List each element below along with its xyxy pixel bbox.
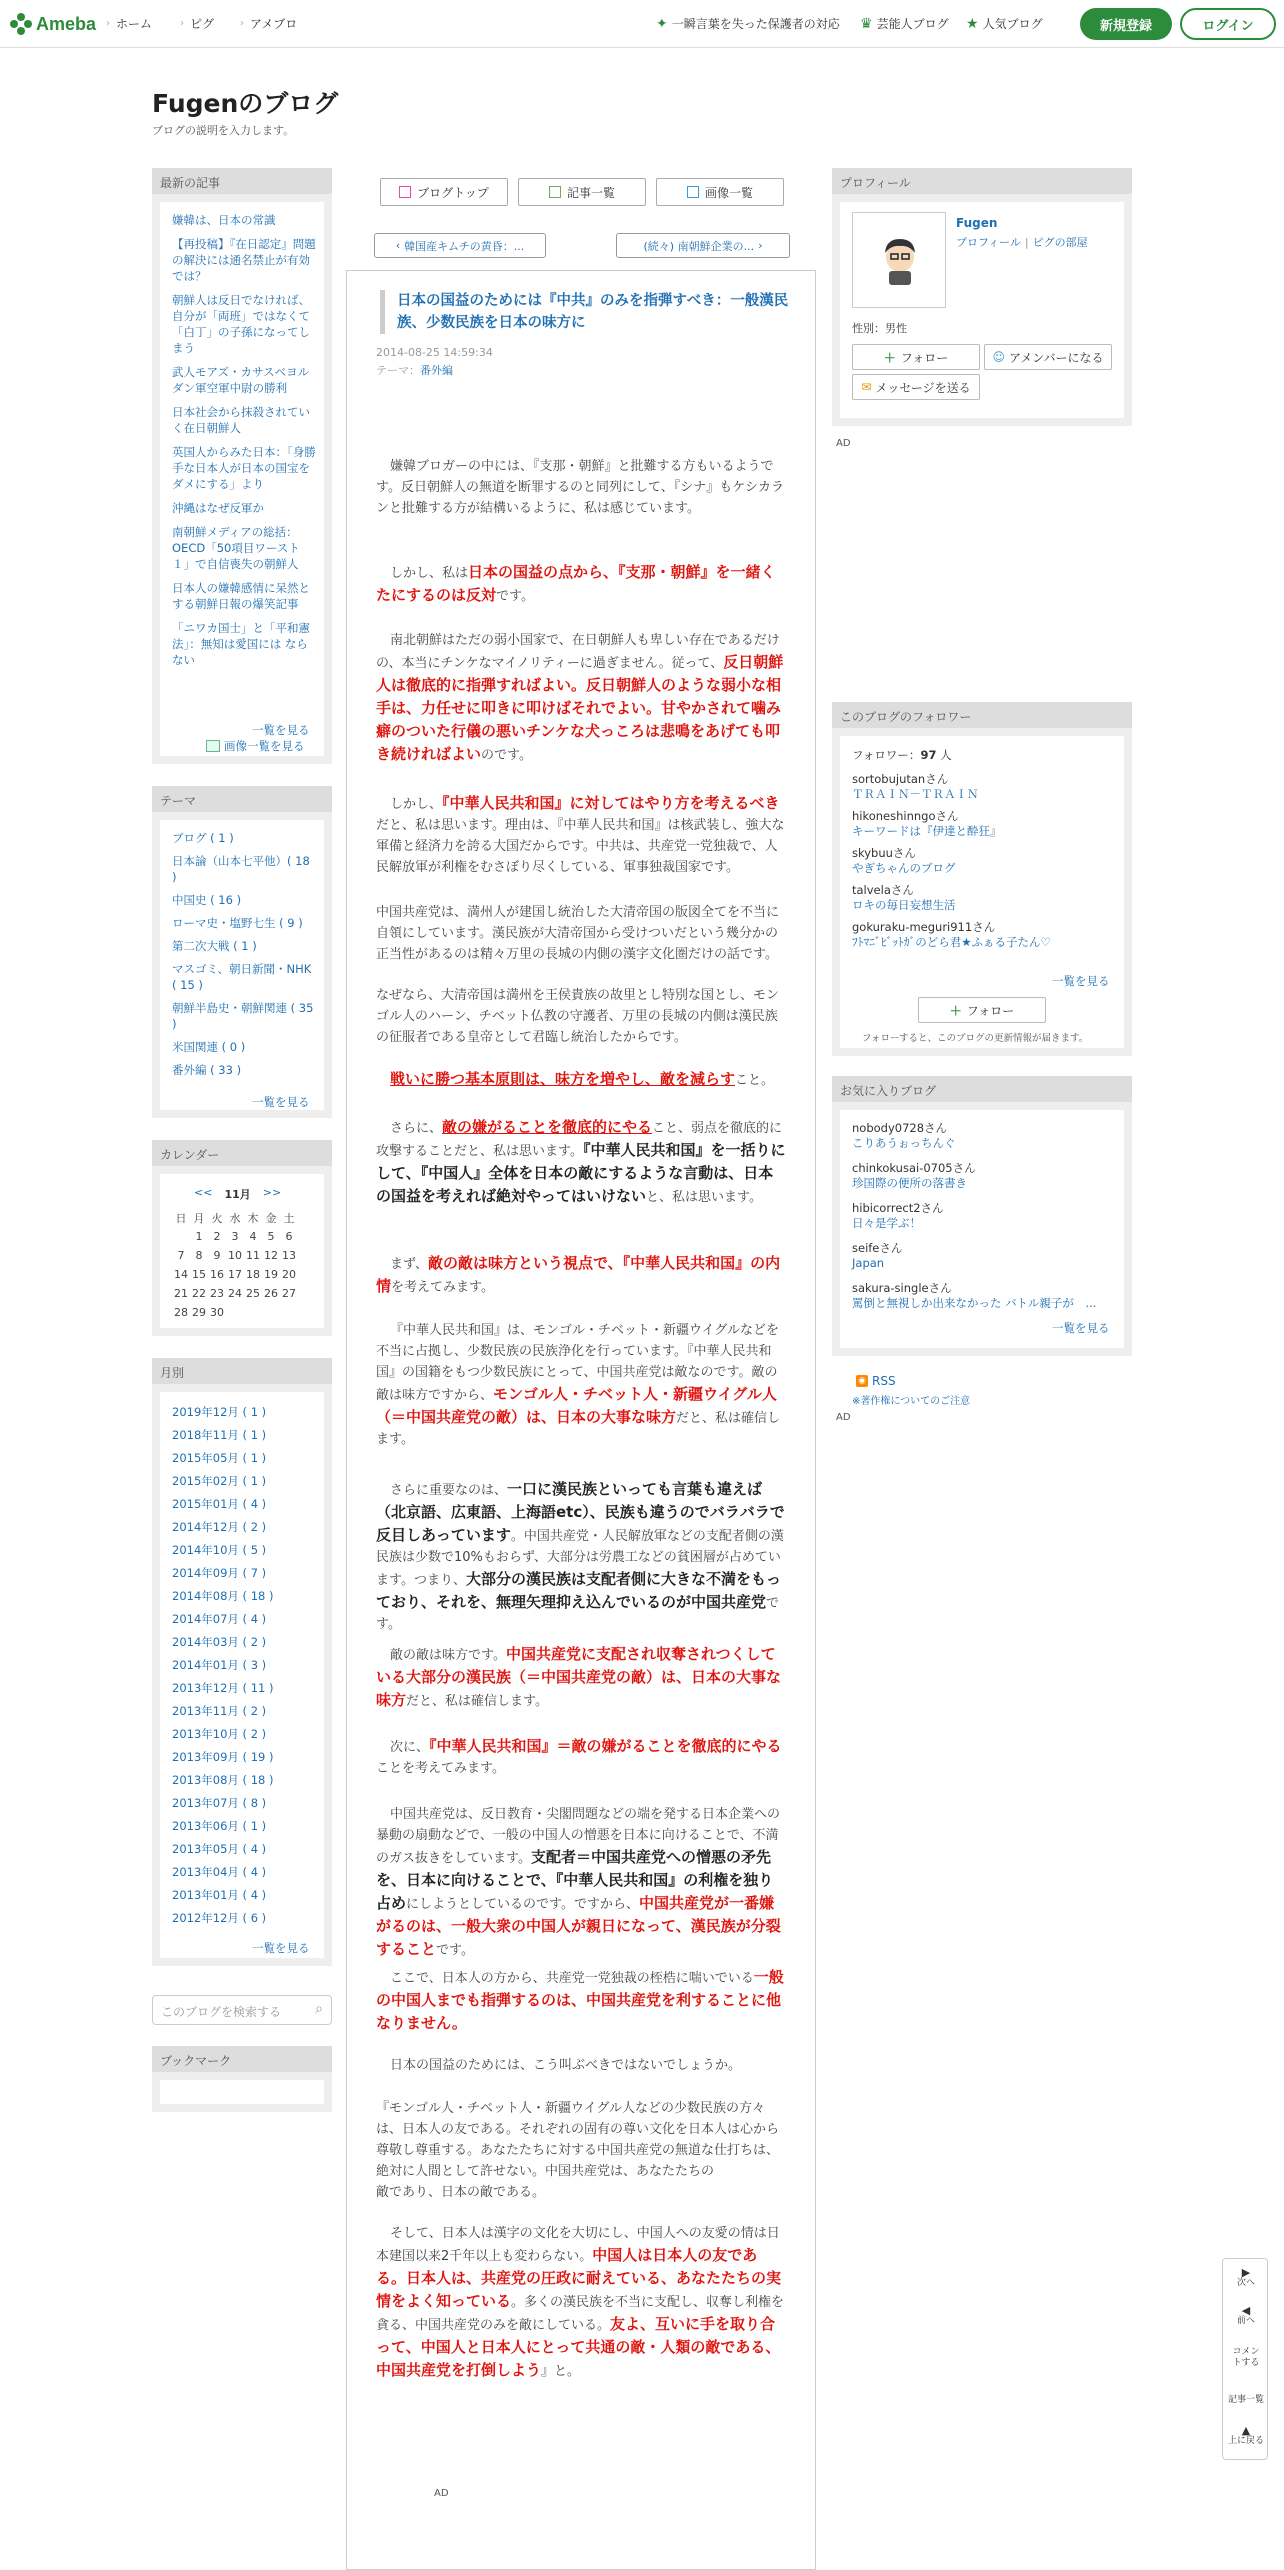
calendar-day: 26 <box>264 1287 278 1300</box>
article-paragraph: 『モンゴル人・チベット人・新疆ウイグル人などの少数民族の方々は、日本人の友である。それぞれの固有の尊い文化を日本人は心から尊敬し尊重する。あなたたちに対する中国共産党の無道な仕打ちは、絶対に人間として許せない。中国共産党は、あなたたちの 敵であり、日本の敵である。 <box>376 2101 780 2200</box>
calendar-day: 13 <box>282 1249 296 1262</box>
calendar-day: 5 <box>267 1230 275 1243</box>
theme-item[interactable]: ブログ ( 1 ) <box>172 831 234 845</box>
calendar-day: 15 <box>192 1268 206 1281</box>
ad-label: AD <box>434 2488 449 2499</box>
login-button[interactable]: ログイン <box>1180 8 1276 40</box>
follower-user: skybuuさん <box>852 846 916 860</box>
latest-item[interactable]: 武人モアズ・カサスベヨルダン軍空軍中尉の勝利 <box>172 365 310 395</box>
theme-item[interactable]: 番外編 ( 33 ) <box>172 1063 242 1077</box>
next-article-button[interactable] <box>616 233 790 258</box>
prev-article-label: 韓国産キムチの黄昏：... <box>404 239 525 253</box>
latest-item[interactable]: 南朝鮮メディアの総括：OECD「50項目ワースト１」で自信喪失の朝鮮人 <box>172 525 300 571</box>
article-paragraph: 嫌韓ブロガーの中には、『支那・朝鮮』と批難する方もいるようです。反日朝鮮人の無道を断罪するのと同列にして、『シナ』もケシカランと批難する方が結構いるように、私は感じています。 <box>376 459 784 516</box>
article-paragraph: しかし、私は日本の国益の点から、『支那・朝鮮』を一緒くたにするのは反対です。 <box>376 563 776 604</box>
article-theme-link[interactable]: 番外編 <box>420 364 453 377</box>
send-message-label: メッセージを送る <box>875 380 971 395</box>
calendar-day: 6 <box>285 1230 293 1243</box>
favorite-item <box>852 1241 1122 1271</box>
follow-button[interactable] <box>852 344 980 370</box>
article-paragraph: さらに、敵の嫌がることを徹底的にやること、弱点を徹底的に攻撃することだと、私は思います。『中華人民共和国』を一括りにして、『中国人』全体を日本の敵にするような言動は、日本の国益を考えれば絶対やってはいけないと、私は思います。 <box>376 1118 786 1205</box>
float-comment-label: コメントする <box>1232 2347 1260 2368</box>
ameba-logo[interactable] <box>10 10 96 38</box>
monthly-item[interactable]: 2012年12月 ( 6 ) <box>172 1911 267 1925</box>
follower-user: sortobujutanさん <box>852 772 949 786</box>
favorite-item <box>852 1201 1122 1231</box>
send-message-button[interactable] <box>852 374 980 400</box>
monthly-item[interactable]: 2014年12月 ( 2 ) <box>172 1520 267 1534</box>
favorite-blog-link[interactable]: 珍国際の便所の落書き <box>852 1176 967 1190</box>
nav-pigg-label: ピグ <box>190 17 215 31</box>
favorite-user: sakura-singleさん <box>852 1281 952 1295</box>
tab-article-list-label: 記事一覧 <box>566 185 615 200</box>
monthly-item[interactable]: 2013年04月 ( 4 ) <box>172 1865 267 1879</box>
follower-item <box>852 809 1122 839</box>
monthly-item[interactable]: 2014年10月 ( 5 ) <box>172 1543 267 1557</box>
chevron-right-icon: › <box>180 18 184 29</box>
float-top-label: 上に戻る <box>1227 2436 1264 2446</box>
calendar-day: 21 <box>174 1287 188 1300</box>
latest-item[interactable]: 英国人からみた日本：「身勝手な日本人が日本の国宝をダメにする」より <box>172 445 316 491</box>
trend-link[interactable] <box>656 15 840 32</box>
image-list-label: 画像一覧を見る <box>224 739 305 753</box>
calendar-grid <box>172 1208 298 1322</box>
calendar-day: 29 <box>192 1306 206 1319</box>
article-theme <box>376 362 453 378</box>
theme-item[interactable]: 米国関連 ( 0 ) <box>172 1040 246 1054</box>
follow-button-2-label: フォロー <box>966 1003 1015 1018</box>
monthly-item[interactable]: 2013年05月 ( 4 ) <box>172 1842 267 1856</box>
floating-nav <box>1222 2258 1268 2460</box>
calendar-day: 14 <box>174 1268 188 1281</box>
tab-image-list-label: 画像一覧 <box>704 185 753 200</box>
monthly-item[interactable]: 2013年11月 ( 2 ) <box>172 1704 267 1718</box>
favorite-user: seifeさん <box>852 1241 903 1255</box>
theme-item[interactable]: 第二次大戦 ( 1 ) <box>172 939 257 953</box>
monthly-item[interactable]: 2013年09月 ( 19 ) <box>172 1750 274 1764</box>
blog-description: ブログの説明を入力します。 <box>152 124 295 137</box>
celebrity-blog-label: 芸能人ブログ <box>876 17 949 31</box>
article-title[interactable]: 日本の国益のためには『中共』のみを指弾すべき：一般漢民族、少数民族を日本の味方に <box>380 290 792 334</box>
article-paragraph: 敵の敵は味方です。中国共産党に支配され収奪されつくしている大部分の漢民族（＝中国共産党の敵）は、日本の大事な味方だと、私は確信します。 <box>376 1645 782 1709</box>
crown-icon: ♛ <box>860 15 873 32</box>
favorite-user: chinkokusai-0705さん <box>852 1161 976 1175</box>
follower-user: gokuraku-meguri911さん <box>852 920 996 934</box>
weekday: 日 <box>175 1211 187 1225</box>
calendar-heading: カレンダー <box>152 1140 332 1166</box>
avatar[interactable] <box>852 212 946 308</box>
latest-item[interactable]: 【再投稿】『在日認定』問題の解決には通名禁止が有効では？ <box>172 237 316 283</box>
rss-link[interactable] <box>856 1374 896 1388</box>
image-list-link[interactable] <box>206 738 305 754</box>
follower-blog-link[interactable]: やぎちゃんのブログ <box>852 861 956 875</box>
calendar-day: 12 <box>264 1249 278 1262</box>
followers-more-link[interactable]: 一覧を見る <box>1052 974 1110 988</box>
calendar-day: 4 <box>249 1230 257 1243</box>
pig-room-link[interactable]: ピグの部屋 <box>1032 236 1088 249</box>
calendar-day: 10 <box>228 1249 242 1262</box>
latest-item[interactable]: 嫌韓は、日本の常識 <box>172 213 276 227</box>
tab-blog-top-label: ブログトップ <box>417 185 489 200</box>
article-paragraph: 南北朝鮮はただの弱小国家で、在日朝鮮人も卑しい存在であるだけの、本当にチンケなマイノリティーに過ぎません。従って、反日朝鮮人は徹底的に指弾すればよい。反日朝鮮人のような弱小な相手は、力任せに叩きに叩けばそれでよい。甘やかされて噛み癖のついた行儀の悪いチンケな犬っころは悲鳴をあげても叩き続ければよいのです。 <box>376 633 784 763</box>
ad-label: AD <box>836 1412 851 1423</box>
monthly-item[interactable]: 2013年10月 ( 2 ) <box>172 1727 267 1741</box>
calendar-day: 2 <box>213 1230 221 1243</box>
article-date: 2014-08-25 14:59:34 <box>376 346 493 359</box>
favorite-user: hibicorrect2さん <box>852 1201 944 1215</box>
top-bar <box>0 0 1284 48</box>
favorite-blog-link[interactable]: 日々是学ぶ！ <box>852 1216 921 1230</box>
calendar-day: 27 <box>282 1287 296 1300</box>
amember-button[interactable] <box>984 344 1112 370</box>
profile-link[interactable]: プロフィール <box>956 236 1021 249</box>
calendar-prev-button[interactable]: << <box>194 1186 213 1199</box>
follower-count: フォロワー：97 人 <box>852 748 952 762</box>
latest-articles-heading: 最新の記事 <box>152 168 332 194</box>
theme-list <box>172 830 316 1085</box>
monthly-item[interactable]: 2013年08月 ( 18 ) <box>172 1773 274 1787</box>
monthly-item[interactable]: 2013年06月 ( 1 ) <box>172 1819 267 1833</box>
favorites-heading: お気に入りブログ <box>832 1076 1132 1102</box>
weekday: 月 <box>193 1211 205 1225</box>
favorite-blog-link[interactable]: Japan <box>852 1256 885 1270</box>
mail-icon: ✉ <box>861 380 872 394</box>
favorite-item <box>852 1121 1122 1151</box>
nav-home-label: ホーム <box>116 17 153 31</box>
popular-blog-link[interactable] <box>966 15 1043 32</box>
calendar-day: 17 <box>228 1268 242 1281</box>
arrow-up-icon: ▲ <box>1241 2424 1251 2437</box>
ameba-logo-text: Ameba <box>36 13 97 34</box>
float-list-button[interactable] <box>1223 2395 1269 2406</box>
profile-gender: 性別：男性 <box>852 322 907 335</box>
chevron-right-icon: › <box>758 239 763 252</box>
favorite-user: nobody0728さん <box>852 1121 948 1135</box>
monthly-item[interactable]: 2014年03月 ( 2 ) <box>172 1635 267 1649</box>
calendar-day: 11 <box>246 1249 260 1262</box>
article-top-border <box>346 270 816 271</box>
monthly-item[interactable]: 2014年09月 ( 7 ) <box>172 1566 267 1580</box>
bookmark-heading: ブックマーク <box>152 2046 332 2072</box>
profile-heading: プロフィール <box>832 168 1132 194</box>
favorite-item <box>852 1281 1122 1311</box>
profile-name[interactable]: Fugen <box>956 216 998 230</box>
follower-blog-link[interactable]: ﾌﾄﾏﾆﾞﾋﾞｯﾄｶﾞのどら君★ふぁる子たん♡ <box>852 935 1051 949</box>
nav-ameblo-label: アメブロ <box>250 17 298 31</box>
float-prev-label: 前へ <box>1236 2316 1255 2326</box>
nav-ameblo[interactable] <box>240 15 297 32</box>
follower-blog-link[interactable]: キーワードは『伊達と酔狂』 <box>852 824 1002 838</box>
follower-user: talvelaさん <box>852 883 914 897</box>
rss-label: RSS <box>872 1374 896 1388</box>
tab-blog-top[interactable] <box>380 178 508 206</box>
calendar-day: 19 <box>264 1268 278 1281</box>
follow-button-label: フォロー <box>900 350 949 365</box>
weekday: 土 <box>283 1211 295 1225</box>
star-icon: ★ <box>966 15 979 32</box>
search-placeholder: このブログを検索する <box>161 2005 282 2019</box>
monthly-list <box>172 1404 316 1933</box>
sparkle-icon: ✦ <box>656 15 668 32</box>
theme-item[interactable]: 日本論（山本七平他）( 18 ) <box>172 854 310 884</box>
profile-links: プロフィール | ピグの部屋 <box>956 236 1088 249</box>
calendar-day: 7 <box>177 1249 185 1262</box>
float-next-button[interactable] <box>1223 2267 1269 2289</box>
monthly-item[interactable]: 2018年11月 ( 1 ) <box>172 1428 267 1442</box>
ameba-logo-icon <box>10 13 32 35</box>
calendar-day: 20 <box>282 1268 296 1281</box>
calendar-day: 24 <box>228 1287 242 1300</box>
calendar-day: 3 <box>231 1230 239 1243</box>
favorites-more-link[interactable]: 一覧を見る <box>1052 1321 1110 1335</box>
monthly-item[interactable]: 2014年07月 ( 4 ) <box>172 1612 267 1626</box>
float-comment-button[interactable] <box>1223 2347 1269 2369</box>
list-icon <box>549 186 561 198</box>
monthly-item[interactable]: 2015年01月 ( 4 ) <box>172 1497 267 1511</box>
blog-search-input[interactable] <box>152 1995 332 2025</box>
weekday: 火 <box>211 1211 223 1225</box>
calendar-nav <box>194 1186 281 1202</box>
follower-item <box>852 772 1122 802</box>
tab-article-list[interactable] <box>518 178 646 206</box>
article-paragraph: ここで、日本人の方から、共産党一党独裁の桎梏に喘いでいる一般の中国人までも指弾するのは、中国共産党を利することに他なりません。 <box>376 1968 784 2032</box>
home-icon <box>399 186 411 198</box>
float-list-label: 記事一覧 <box>1227 2395 1264 2405</box>
float-top-button[interactable] <box>1223 2425 1269 2447</box>
favorite-item <box>852 1161 1122 1191</box>
bookmark-box <box>152 2046 332 2112</box>
float-prev-button[interactable] <box>1223 2305 1269 2327</box>
plus-icon: ＋ <box>883 350 896 365</box>
article-paragraph: なぜなら、大清帝国は満州を王侯貴族の故里とし特別な国とし、モンゴル人のハーン、チベット仏教の守護者、万里の長城の内側は漢民族の征服者である皇帝として君臨し統治したからです。 <box>376 988 780 1045</box>
follower-user: hikoneshinngoさん <box>852 809 959 823</box>
article-paragraph: まず、敵の敵は味方という視点で、『中華人民共和国』の内情を考えてみます。 <box>376 1254 781 1295</box>
search-icon[interactable]: ⌕ <box>315 2001 323 2017</box>
followers-heading: このブログのフォロワー <box>832 702 1132 728</box>
calendar-next-button[interactable]: >> <box>262 1186 282 1199</box>
calendar-day: 23 <box>210 1287 224 1300</box>
monthly-item[interactable]: 2015年05月 ( 1 ) <box>172 1451 267 1465</box>
monthly-heading: 月別 <box>152 1358 332 1384</box>
rss-icon: ◉ <box>856 1375 868 1387</box>
people-icon: ☺ <box>992 350 1006 364</box>
calendar-day: 30 <box>210 1306 224 1319</box>
bookmark-body <box>160 2080 324 2104</box>
weekday: 水 <box>229 1211 241 1225</box>
weekday: 木 <box>247 1211 259 1225</box>
monthly-item[interactable]: 2015年02月 ( 1 ) <box>172 1474 267 1488</box>
copyright-notice-link[interactable]: ※著作権についてのご注意 <box>852 1396 971 1407</box>
amember-button-label: アメンバーになる <box>1009 350 1104 365</box>
latest-item[interactable]: 「ニワカ国士」と「平和憲法」：無知は愛国には ならない <box>172 621 310 667</box>
register-button[interactable]: 新規登録 <box>1080 8 1172 40</box>
monthly-item[interactable]: 2013年01月 ( 4 ) <box>172 1888 267 1902</box>
follower-blog-link[interactable]: ロキの毎日妄想生活 <box>852 898 956 912</box>
weekday: 金 <box>265 1211 277 1225</box>
article-paragraph: 次に、『中華人民共和国』＝敵の嫌がることを徹底的にやることを考えてみます。 <box>376 1737 782 1776</box>
next-article-label: (続々) 南朝鮮企業の... <box>643 239 755 253</box>
nav-pigg[interactable] <box>180 15 214 32</box>
follow-button-2[interactable] <box>918 997 1046 1023</box>
theme-item[interactable]: 朝鮮半島史・朝鮮関連 ( 35 ) <box>172 1001 314 1031</box>
article-paragraph: 『中華人民共和国』は、モンゴル・チベット・新疆ウイグルなどを不当に占拠し、少数民族の民族浄化を行っています。『中華人民共和国』の国籍をもつ少数民族にとって、中国共産党は敵なのです。敵の敵は味方ですから、モンゴル人・チベット人・新疆ウイグル人（＝中国共産党の敵）は、日本の大事な味方だと、私は確信します。 <box>376 1323 781 1447</box>
celebrity-blog-link[interactable] <box>860 15 949 32</box>
calendar-day: 25 <box>246 1287 260 1300</box>
float-next-label: 次へ <box>1236 2278 1255 2288</box>
article-theme-label: テーマ： <box>376 364 420 377</box>
play-left-icon: ◀ <box>1241 2304 1251 2317</box>
theme-item[interactable]: ローマ史・塩野七生 ( 9 ) <box>172 916 303 930</box>
calendar-day: 28 <box>174 1306 188 1319</box>
favorite-blog-link[interactable]: 罵倒と無視しか出来なかった バトル親子が ... <box>852 1296 1097 1310</box>
chevron-left-icon: ‹ <box>395 239 401 252</box>
theme-item[interactable]: マスゴミ、朝日新聞・NHK ( 15 ) <box>172 962 312 992</box>
article-paragraph: 日本の国益のためには、こう叫ぶべきではないでしょうか。 <box>390 2058 742 2073</box>
article-paragraph: 中国共産党は、満州人が建国し統治した大清帝国の版図全てを不当に自領にしています。漢民族が大清帝国から受けついだという幾分かの正当性があるのは精々万里の長城の内側の漢字文化圏だけの話です。 <box>376 905 780 962</box>
calendar-day: 1 <box>195 1230 203 1243</box>
monthly-item[interactable]: 2014年01月 ( 3 ) <box>172 1658 267 1672</box>
camera-icon <box>687 186 699 198</box>
image-icon <box>206 740 220 752</box>
monthly-item[interactable]: 2013年12月 ( 11 ) <box>172 1681 274 1695</box>
theme-heading: テーマ <box>152 786 332 812</box>
plus-icon: ＋ <box>949 1003 962 1018</box>
calendar-day: 9 <box>213 1249 221 1262</box>
monthly-item[interactable]: 2019年12月 ( 1 ) <box>172 1405 267 1419</box>
monthly-item[interactable]: 2014年08月 ( 18 ) <box>172 1589 274 1603</box>
latest-item[interactable]: 日本人の嫌韓感情に呆然とする朝鮮日報の爆笑記事 <box>172 581 310 611</box>
monthly-item[interactable]: 2013年07月 ( 8 ) <box>172 1796 267 1810</box>
calendar-day: 16 <box>210 1268 224 1281</box>
popular-blog-label: 人気ブログ <box>982 17 1043 31</box>
nav-home[interactable] <box>106 15 152 32</box>
prev-article-button[interactable] <box>374 233 546 258</box>
follower-item <box>852 920 1122 950</box>
latest-item[interactable]: 沖縄はなぜ反軍か <box>172 501 264 515</box>
article-paragraph: 戦いに勝つ基本原則は、味方を増やし、敵を減らすこと。 <box>390 1070 775 1088</box>
latest-item[interactable]: 朝鮮人は反日でなければ、自分が「両班」ではなくて「白丁」の子孫になってしまう <box>172 293 310 355</box>
tab-image-list[interactable] <box>656 178 784 206</box>
ad-label: AD <box>836 438 851 449</box>
latest-more-link[interactable]: 一覧を見る <box>252 723 310 737</box>
play-right-icon: ▶ <box>1241 2266 1251 2279</box>
latest-articles-links <box>172 212 316 676</box>
calendar-day: 8 <box>195 1249 203 1262</box>
article-paragraph: しかし、『中華人民共和国』に対してはやり方を考えるべきだと、私は思います。理由は、『中華人民共和国』は核武装し、強大な軍備と経済力を誇る大国だからです。中共は、共産党一党独裁で、人民解放軍が利権をむさぼり尽くしている、軍事独裁国家です。 <box>376 794 785 875</box>
follower-item <box>852 883 1122 913</box>
avatar-image <box>853 213 947 309</box>
article-paragraph: そして、日本人は漢字の文化を大切にし、中国人への友愛の情は日本建国以来2千年以上も変わらない。中国人は日本人の友である。日本人は、共産党の圧政に耐えている、あなたたちの実情をよく知っている。多くの漢民族を不当に支配し、収奪し利権を貪る、中国共産党のみを敵にしている。友よ、互いに手を取り合って、中国人と日本人にとって共通の敵・人類の敵である、中国共産党を打倒しよう』と。 <box>376 2226 785 2379</box>
article-paragraph: 中国共産党は、反日教育・尖閣問題などの端を発する日本企業への暴動の扇動などで、一般の中国人の憎悪を日本に向けることで、不満のガス抜きをしています。支配者＝中国共産党への憎悪の矛先を、日本に向けることで、『中華人民共和国』の利権を独り占めにしようとしているのです。ですから、中国共産党が一番嫌がるのは、一般大衆の中国人が親日になって、漢民族が分裂することです。 <box>376 1807 781 1958</box>
trend-link-label: 一瞬言葉を失った保護者の対応 <box>671 17 840 31</box>
follower-item <box>852 846 1122 876</box>
favorite-blog-link[interactable]: こりあうぉっちんぐ <box>852 1136 956 1150</box>
theme-item[interactable]: 中国史 ( 16 ) <box>172 893 242 907</box>
monthly-more-link[interactable]: 一覧を見る <box>252 1941 310 1955</box>
follow-note: フォローすると、このブログの更新情報が届きます。 <box>862 1033 1089 1044</box>
chevron-right-icon: › <box>240 18 244 29</box>
favorites-list <box>852 1121 1122 1321</box>
chevron-right-icon: › <box>106 18 110 29</box>
calendar-day: 18 <box>246 1268 260 1281</box>
latest-item[interactable]: 日本社会から抹殺されていく在日朝鮮人 <box>172 405 310 435</box>
article-paragraph: さらに重要なのは、一口に漢民族といっても言葉も違えば（北京語、広東語、上海語etc）、民族も違うのでバラバラで反目しあっています。中国共産党・人民解放軍などの支配者側の漢民族は少数で10%もおらず、大部分は労農工などの貧困層が占めています。つまり、大部分の漢民族は支配者側に大きな不満をもっており、それを、無理矢理抑え込んでいるのが中国共産党です。 <box>376 1480 785 1632</box>
calendar-month: 11月 <box>224 1188 251 1201</box>
calendar-day: 22 <box>192 1287 206 1300</box>
follower-list <box>852 772 1122 957</box>
follower-blog-link[interactable]: ＴＲＡＩＮ－ＴＲＡＩＮ <box>852 787 979 801</box>
theme-more-link[interactable]: 一覧を見る <box>252 1095 310 1109</box>
blog-title[interactable]: Fugenのブログ <box>152 89 339 118</box>
